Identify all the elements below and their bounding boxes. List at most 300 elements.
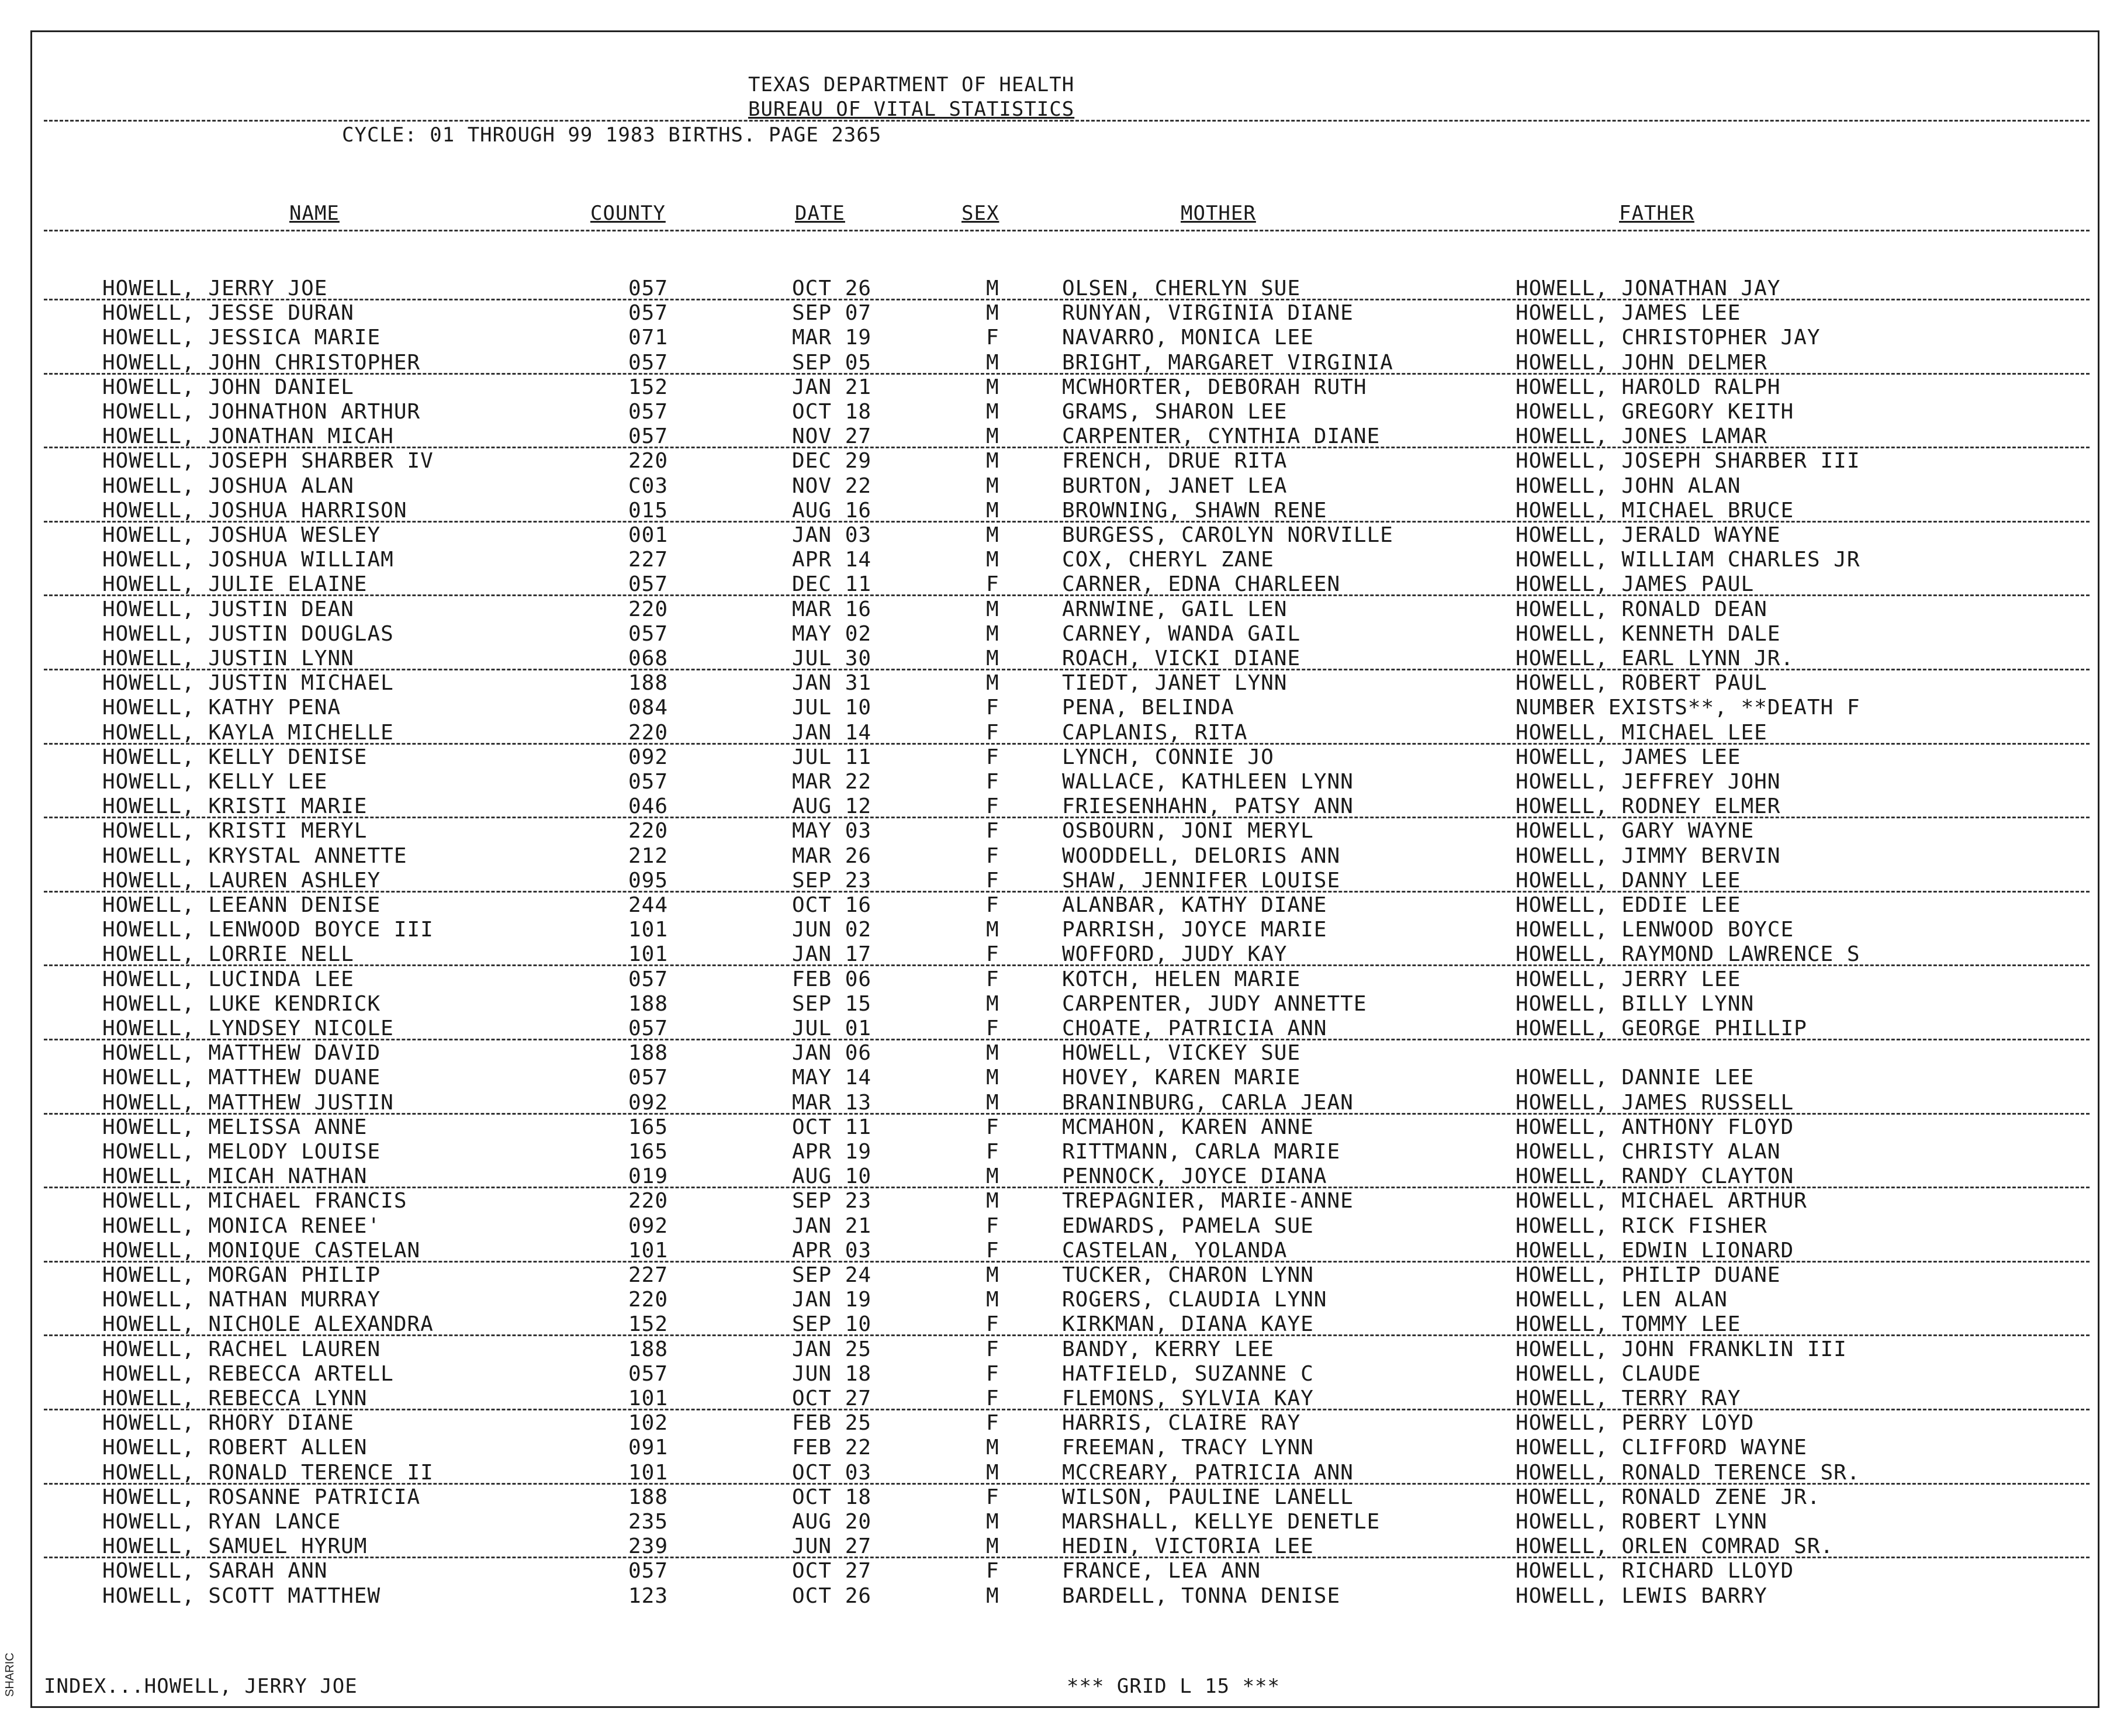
cell-county: 101 <box>628 1386 669 1410</box>
cell-mother: WALLACE, KATHLEEN LYNN <box>1062 770 1354 794</box>
cell-father: HOWELL, RAYMOND LAWRENCE S <box>1516 942 1860 967</box>
cell-sex: F <box>986 1361 999 1386</box>
cell-date: DEC 29 <box>792 449 872 473</box>
cell-sex: F <box>986 819 999 843</box>
cell-father: HOWELL, JOHN FRANKLIN III <box>1516 1337 1847 1361</box>
table-row <box>32 1461 2101 1485</box>
cell-sex: M <box>986 621 999 646</box>
cell-father: HOWELL, RONALD ZENE JR. <box>1516 1485 1821 1509</box>
cell-mother: PARRISH, JOYCE MARIE <box>1062 918 1327 942</box>
cell-county: 101 <box>628 1460 669 1485</box>
cell-county: 057 <box>628 967 669 991</box>
cell-date: OCT 18 <box>792 1485 872 1509</box>
cell-mother: WOFFORD, JUDY KAY <box>1062 942 1288 967</box>
cell-county: 057 <box>628 350 669 375</box>
cell-date: MAY 03 <box>792 819 872 843</box>
cell-date: JUN 27 <box>792 1534 872 1559</box>
cell-name: HOWELL, MELODY LOUISE <box>102 1140 381 1164</box>
cell-county: 165 <box>628 1140 669 1164</box>
cell-name: HOWELL, MONICA RENEE' <box>102 1213 381 1238</box>
table-row <box>32 1115 2101 1140</box>
cell-county: 057 <box>628 770 669 794</box>
cell-date: AUG 16 <box>792 498 872 523</box>
cell-name: HOWELL, REBECCA LYNN <box>102 1386 368 1410</box>
cell-sex: M <box>986 597 999 621</box>
cell-date: SEP 07 <box>792 301 872 326</box>
bureau-title: BUREAU OF VITAL STATISTICS <box>748 98 1075 121</box>
cell-father: HOWELL, LEWIS BARRY <box>1516 1583 1767 1608</box>
cell-father: HOWELL, MICHAEL ARTHUR <box>1516 1189 1807 1213</box>
cell-mother: EDWARDS, PAMELA SUE <box>1062 1213 1314 1238</box>
cell-mother: BURGESS, CAROLYN NORVILLE <box>1062 523 1393 547</box>
table-row <box>32 301 2101 326</box>
cell-father: HOWELL, RICHARD LLOYD <box>1516 1559 1794 1583</box>
cell-county: 239 <box>628 1534 669 1559</box>
cell-mother: FREEMAN, TRACY LYNN <box>1062 1436 1314 1460</box>
cell-father: HOWELL, JOHN DELMER <box>1516 350 1767 375</box>
cell-mother: GRAMS, SHARON LEE <box>1062 400 1288 424</box>
cell-mother: BURTON, JANET LEA <box>1062 473 1288 498</box>
table-row <box>32 1386 2101 1411</box>
row-group-divider <box>44 669 2090 670</box>
cell-sex: F <box>986 1386 999 1410</box>
cell-county: 235 <box>628 1510 669 1534</box>
cell-county: 188 <box>628 1041 669 1066</box>
cell-date: JAN 14 <box>792 720 872 745</box>
cell-sex: F <box>986 893 999 917</box>
cell-name: HOWELL, SCOTT MATTHEW <box>102 1583 381 1608</box>
cell-father: HOWELL, PHILIP DUANE <box>1516 1263 1781 1287</box>
cell-mother: PENNOCK, JOYCE DIANA <box>1062 1164 1327 1189</box>
table-row <box>32 1312 2101 1337</box>
table-row <box>32 844 2101 869</box>
cell-mother: OSBOURN, JONI MERYL <box>1062 819 1314 843</box>
cell-county: 101 <box>628 918 669 942</box>
cell-date: APR 19 <box>792 1140 872 1164</box>
cell-father: HOWELL, LEN ALAN <box>1516 1288 1728 1312</box>
cell-date: SEP 15 <box>792 991 872 1016</box>
cell-name: HOWELL, RHORY DIANE <box>102 1411 354 1436</box>
cell-county: 001 <box>628 523 669 547</box>
table-row <box>32 1534 2101 1559</box>
column-header-mother: MOTHER <box>1181 202 1256 225</box>
cell-sex: F <box>986 942 999 967</box>
cell-sex: M <box>986 1534 999 1559</box>
cell-father: HOWELL, JAMES PAUL <box>1516 572 1755 597</box>
row-group-divider <box>44 1187 2090 1188</box>
cell-mother: MCWHORTER, DEBORAH RUTH <box>1062 375 1367 399</box>
table-row <box>32 1214 2101 1239</box>
row-group-divider <box>44 1113 2090 1115</box>
cell-sex: F <box>986 720 999 745</box>
cell-name: HOWELL, LUCINDA LEE <box>102 967 354 991</box>
cell-county: 057 <box>628 301 669 326</box>
cell-date: FEB 22 <box>792 1436 872 1460</box>
table-row <box>32 967 2101 992</box>
cell-father: HOWELL, MICHAEL BRUCE <box>1516 498 1794 523</box>
row-group-divider <box>44 1409 2090 1410</box>
cell-name: HOWELL, JOHN DANIEL <box>102 375 354 399</box>
table-row <box>32 424 2101 449</box>
cell-date: SEP 23 <box>792 1189 872 1213</box>
column-header-divider <box>44 230 2090 231</box>
cell-name: HOWELL, JOSHUA HARRISON <box>102 498 407 523</box>
cell-date: JUL 30 <box>792 646 872 670</box>
cell-sex: F <box>986 967 999 991</box>
cell-name: HOWELL, JESSICA MARIE <box>102 326 381 350</box>
cell-mother: HEDIN, VICTORIA LEE <box>1062 1534 1314 1559</box>
cell-father: HOWELL, RANDY CLAYTON <box>1516 1164 1794 1189</box>
cell-father: HOWELL, CHRISTY ALAN <box>1516 1140 1781 1164</box>
table-row <box>32 1485 2101 1510</box>
cell-mother: BRIGHT, MARGARET VIRGINIA <box>1062 350 1393 375</box>
cell-county: 057 <box>628 1559 669 1583</box>
cell-mother: HARRIS, CLAIRE RAY <box>1062 1411 1301 1436</box>
table-row <box>32 1362 2101 1386</box>
table-row <box>32 671 2101 696</box>
cell-mother: BRANINBURG, CARLA JEAN <box>1062 1090 1354 1115</box>
cell-sex: M <box>986 646 999 670</box>
cell-name: HOWELL, ROSANNE PATRICIA <box>102 1485 421 1509</box>
cell-name: HOWELL, JUSTIN MICHAEL <box>102 671 394 696</box>
cell-date: APR 14 <box>792 548 872 572</box>
cell-date: OCT 27 <box>792 1386 872 1410</box>
table-row <box>32 622 2101 646</box>
cell-sex: M <box>986 301 999 326</box>
cell-county: 091 <box>628 1436 669 1460</box>
cell-mother: CARNEY, WANDA GAIL <box>1062 621 1301 646</box>
cell-father: HOWELL, RICK FISHER <box>1516 1213 1767 1238</box>
cell-name: HOWELL, ROBERT ALLEN <box>102 1436 368 1460</box>
cell-sex: F <box>986 572 999 597</box>
table-row <box>32 918 2101 942</box>
table-row <box>32 1510 2101 1534</box>
cell-name: HOWELL, JOSEPH SHARBER IV <box>102 449 434 473</box>
cell-sex: M <box>986 276 999 300</box>
row-group-divider <box>44 1334 2090 1336</box>
row-group-divider <box>44 1039 2090 1040</box>
cell-name: HOWELL, JOSHUA WILLIAM <box>102 548 394 572</box>
cell-sex: F <box>986 1213 999 1238</box>
cell-name: HOWELL, JOSHUA WESLEY <box>102 523 381 547</box>
cell-date: SEP 23 <box>792 868 872 893</box>
cell-sex: M <box>986 671 999 696</box>
table-row <box>32 1140 2101 1164</box>
cell-sex: M <box>986 1460 999 1485</box>
table-row <box>32 449 2101 473</box>
table-row <box>32 794 2101 819</box>
cell-sex: F <box>986 770 999 794</box>
table-row <box>32 1041 2101 1066</box>
cell-mother: COX, CHERYL ZANE <box>1062 548 1274 572</box>
table-row <box>32 1411 2101 1436</box>
cell-sex: F <box>986 1140 999 1164</box>
cell-name: HOWELL, LENWOOD BOYCE III <box>102 918 434 942</box>
cell-date: MAR 13 <box>792 1090 872 1115</box>
cell-mother: PENA, BELINDA <box>1062 696 1234 720</box>
cell-sex: F <box>986 1115 999 1139</box>
cell-county: 188 <box>628 671 669 696</box>
cell-date: JAN 31 <box>792 671 872 696</box>
cell-name: HOWELL, MICAH NATHAN <box>102 1164 368 1189</box>
row-group-divider <box>44 1557 2090 1558</box>
cell-father: HOWELL, TOMMY LEE <box>1516 1312 1741 1337</box>
cell-mother: BANDY, KERRY LEE <box>1062 1337 1274 1361</box>
cell-mother: SHAW, JENNIFER LOUISE <box>1062 868 1341 893</box>
cell-sex: M <box>986 375 999 399</box>
cell-mother: LYNCH, CONNIE JO <box>1062 745 1274 769</box>
cell-name: HOWELL, JUSTIN DEAN <box>102 597 354 621</box>
cell-father: HOWELL, ANTHONY FLOYD <box>1516 1115 1794 1139</box>
table-row <box>32 1189 2101 1213</box>
cell-date: APR 03 <box>792 1238 872 1263</box>
table-row <box>32 375 2101 400</box>
cell-father: HOWELL, WILLIAM CHARLES JR <box>1516 548 1860 572</box>
cell-county: 057 <box>628 1361 669 1386</box>
cell-date: JAN 19 <box>792 1288 872 1312</box>
cell-name: HOWELL, SARAH ANN <box>102 1559 328 1583</box>
cell-name: HOWELL, NICHOLE ALEXANDRA <box>102 1312 434 1337</box>
cell-father: HOWELL, MICHAEL LEE <box>1516 720 1767 745</box>
cell-sex: M <box>986 1090 999 1115</box>
cell-county: 102 <box>628 1411 669 1436</box>
cell-father: HOWELL, EARL LYNN JR. <box>1516 646 1794 670</box>
table-row <box>32 548 2101 572</box>
cell-mother: TUCKER, CHARON LYNN <box>1062 1263 1314 1287</box>
cell-county: 227 <box>628 548 669 572</box>
row-group-divider <box>44 447 2090 448</box>
cell-mother: BROWNING, SHAWN RENE <box>1062 498 1327 523</box>
row-group-divider <box>44 964 2090 966</box>
row-group-divider <box>44 743 2090 745</box>
cell-name: HOWELL, KELLY LEE <box>102 770 328 794</box>
cell-name: HOWELL, RONALD TERENCE II <box>102 1460 434 1485</box>
table-row <box>32 745 2101 770</box>
cell-sex: F <box>986 1312 999 1337</box>
cell-mother: CARNER, EDNA CHARLEEN <box>1062 572 1341 597</box>
cell-date: MAY 14 <box>792 1066 872 1090</box>
cell-name: HOWELL, JULIE ELAINE <box>102 572 368 597</box>
cell-date: JAN 17 <box>792 942 872 967</box>
table-row <box>32 893 2101 918</box>
cell-father: HOWELL, JOHN ALAN <box>1516 473 1741 498</box>
cell-sex: M <box>986 1066 999 1090</box>
cell-date: OCT 18 <box>792 400 872 424</box>
cell-sex: M <box>986 350 999 375</box>
row-group-divider <box>44 1261 2090 1263</box>
cell-father: HOWELL, CLAUDE <box>1516 1361 1701 1386</box>
cell-county: 165 <box>628 1115 669 1139</box>
cell-sex: F <box>986 1559 999 1583</box>
table-row <box>32 992 2101 1016</box>
cell-mother: TIEDT, JANET LYNN <box>1062 671 1288 696</box>
cell-father: HOWELL, EDDIE LEE <box>1516 893 1741 917</box>
cell-sex: M <box>986 1189 999 1213</box>
cell-date: AUG 12 <box>792 794 872 819</box>
cell-name: HOWELL, RYAN LANCE <box>102 1510 341 1534</box>
table-row <box>32 819 2101 843</box>
cell-mother: FRANCE, LEA ANN <box>1062 1559 1261 1583</box>
cell-county: 244 <box>628 893 669 917</box>
cell-father: HOWELL, JERRY LEE <box>1516 967 1741 991</box>
cell-name: HOWELL, JOSHUA ALAN <box>102 473 354 498</box>
cell-name: HOWELL, JOHNATHON ARTHUR <box>102 400 421 424</box>
cell-father: HOWELL, EDWIN LIONARD <box>1516 1238 1794 1263</box>
row-group-divider <box>44 299 2090 300</box>
cell-county: 095 <box>628 868 669 893</box>
cell-mother: MCCREARY, PATRICIA ANN <box>1062 1460 1354 1485</box>
cell-date: OCT 27 <box>792 1559 872 1583</box>
cell-name: HOWELL, MONIQUE CASTELAN <box>102 1238 421 1263</box>
cell-father: HOWELL, BILLY LYNN <box>1516 991 1755 1016</box>
grid-marker: *** GRID L 15 *** <box>1067 1675 1280 1698</box>
cell-date: AUG 20 <box>792 1510 872 1534</box>
table-row <box>32 1559 2101 1583</box>
cell-county: 057 <box>628 621 669 646</box>
table-row <box>32 572 2101 597</box>
cell-name: HOWELL, MELISSA ANNE <box>102 1115 368 1139</box>
cell-date: JAN 06 <box>792 1041 872 1066</box>
cell-father: HOWELL, RONALD TERENCE SR. <box>1516 1460 1860 1485</box>
cell-county: 220 <box>628 597 669 621</box>
cell-county: 220 <box>628 1189 669 1213</box>
cell-mother: ROACH, VICKI DIANE <box>1062 646 1301 670</box>
table-row <box>32 1584 2101 1609</box>
cell-sex: M <box>986 449 999 473</box>
cell-county: 057 <box>628 572 669 597</box>
cell-sex: F <box>986 794 999 819</box>
cell-date: JAN 21 <box>792 375 872 399</box>
cell-father: HOWELL, KENNETH DALE <box>1516 621 1781 646</box>
table-row <box>32 351 2101 375</box>
cell-sex: M <box>986 1583 999 1608</box>
table-row <box>32 1239 2101 1263</box>
cell-name: HOWELL, KELLY DENISE <box>102 745 368 769</box>
table-row <box>32 276 2101 301</box>
cell-sex: F <box>986 326 999 350</box>
cell-county: 057 <box>628 276 669 300</box>
cell-name: HOWELL, KRYSTAL ANNETTE <box>102 843 407 868</box>
cell-father: HOWELL, RONALD DEAN <box>1516 597 1767 621</box>
cell-name: HOWELL, KRISTI MARIE <box>102 794 368 819</box>
cell-date: MAR 16 <box>792 597 872 621</box>
cell-sex: M <box>986 1263 999 1287</box>
cell-father: NUMBER EXISTS**, **DEATH F <box>1516 696 1860 720</box>
cell-father: HOWELL, CLIFFORD WAYNE <box>1516 1436 1807 1460</box>
cell-date: JAN 03 <box>792 523 872 547</box>
cell-county: 057 <box>628 1066 669 1090</box>
cell-name: HOWELL, MATTHEW DUANE <box>102 1066 381 1090</box>
cell-father: HOWELL, DANNY LEE <box>1516 868 1741 893</box>
table-row <box>32 1091 2101 1115</box>
cell-name: HOWELL, LUKE KENDRICK <box>102 991 381 1016</box>
cell-name: HOWELL, MATTHEW JUSTIN <box>102 1090 394 1115</box>
cell-date: MAR 26 <box>792 843 872 868</box>
cell-date: JUL 11 <box>792 745 872 769</box>
cell-name: HOWELL, JUSTIN DOUGLAS <box>102 621 394 646</box>
cell-mother: OLSEN, CHERLYN SUE <box>1062 276 1301 300</box>
cell-mother: HOVEY, KAREN MARIE <box>1062 1066 1301 1090</box>
cell-father: HOWELL, CHRISTOPHER JAY <box>1516 326 1821 350</box>
cell-county: 092 <box>628 1213 669 1238</box>
cycle-line: CYCLE: 01 THROUGH 99 1983 BIRTHS. PAGE 2365 <box>342 123 882 147</box>
cell-father: HOWELL, ROBERT PAUL <box>1516 671 1767 696</box>
cell-mother: CAPLANIS, RITA <box>1062 720 1248 745</box>
cell-sex: M <box>986 918 999 942</box>
row-group-divider <box>44 373 2090 375</box>
index-line: INDEX...HOWELL, JERRY JOE <box>44 1675 358 1698</box>
cell-sex: M <box>986 991 999 1016</box>
cell-father: HOWELL, GREGORY KEITH <box>1516 400 1794 424</box>
cell-sex: M <box>986 1436 999 1460</box>
cell-name: HOWELL, LAUREN ASHLEY <box>102 868 381 893</box>
cell-county: 220 <box>628 1288 669 1312</box>
cell-father: HOWELL, RODNEY ELMER <box>1516 794 1781 819</box>
cell-mother: KOTCH, HELEN MARIE <box>1062 967 1301 991</box>
cell-mother: TREPAGNIER, MARIE-ANNE <box>1062 1189 1354 1213</box>
cell-mother: RUNYAN, VIRGINIA DIANE <box>1062 301 1354 326</box>
cell-date: MAR 19 <box>792 326 872 350</box>
cell-mother: HOWELL, VICKEY SUE <box>1062 1041 1301 1066</box>
cell-county: 152 <box>628 1312 669 1337</box>
cell-date: JUL 10 <box>792 696 872 720</box>
table-row <box>32 646 2101 671</box>
agency-title: TEXAS DEPARTMENT OF HEALTH <box>748 73 1075 96</box>
cell-county: 220 <box>628 819 669 843</box>
cell-county: 071 <box>628 326 669 350</box>
cell-sex: F <box>986 1016 999 1040</box>
column-header-father: FATHER <box>1619 202 1694 225</box>
table-row <box>32 1016 2101 1041</box>
cell-sex: M <box>986 1510 999 1534</box>
cell-date: JUN 02 <box>792 918 872 942</box>
cell-mother: ARNWINE, GAIL LEN <box>1062 597 1288 621</box>
column-header-date: DATE <box>795 202 845 225</box>
table-row <box>32 696 2101 720</box>
cell-county: 057 <box>628 424 669 449</box>
table-row <box>32 1337 2101 1362</box>
cell-date: NOV 22 <box>792 473 872 498</box>
cell-date: MAR 22 <box>792 770 872 794</box>
cell-father: HOWELL, TERRY RAY <box>1516 1386 1741 1410</box>
cell-sex: M <box>986 1041 999 1066</box>
cell-name: HOWELL, LEEANN DENISE <box>102 893 381 917</box>
cell-sex: F <box>986 1337 999 1361</box>
cell-father: HOWELL, ORLEN COMRAD SR. <box>1516 1534 1834 1559</box>
cell-name: HOWELL, JOHN CHRISTOPHER <box>102 350 421 375</box>
cell-mother: MCMAHON, KAREN ANNE <box>1062 1115 1314 1139</box>
table-row <box>32 1263 2101 1288</box>
cell-county: 057 <box>628 400 669 424</box>
cell-name: HOWELL, REBECCA ARTELL <box>102 1361 394 1386</box>
cell-date: OCT 03 <box>792 1460 872 1485</box>
cell-county: 084 <box>628 696 669 720</box>
cell-father: HOWELL, DANNIE LEE <box>1516 1066 1755 1090</box>
cell-county: 092 <box>628 745 669 769</box>
cell-county: 152 <box>628 375 669 399</box>
cell-county: 188 <box>628 1485 669 1509</box>
cell-mother: CASTELAN, YOLANDA <box>1062 1238 1288 1263</box>
cell-date: DEC 11 <box>792 572 872 597</box>
cell-county: 092 <box>628 1090 669 1115</box>
cell-mother: WILSON, PAULINE LANELL <box>1062 1485 1354 1509</box>
cell-name: HOWELL, SAMUEL HYRUM <box>102 1534 368 1559</box>
cell-date: AUG 10 <box>792 1164 872 1189</box>
table-row <box>32 400 2101 424</box>
cell-sex: F <box>986 868 999 893</box>
cell-father: HOWELL, JAMES RUSSELL <box>1516 1090 1794 1115</box>
cell-sex: F <box>986 843 999 868</box>
